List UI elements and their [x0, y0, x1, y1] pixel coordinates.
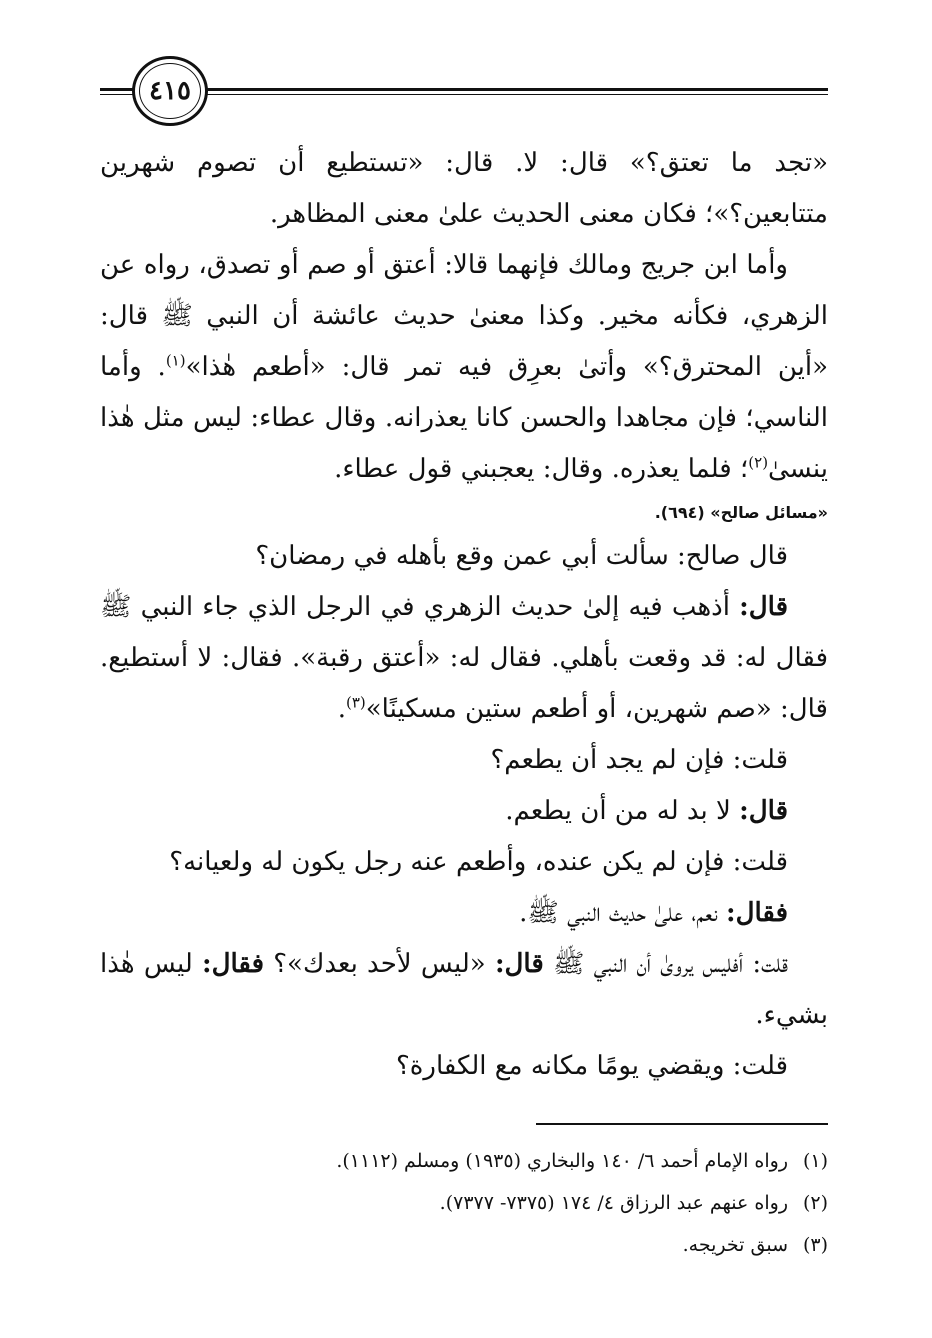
- source-citation: «مسائل صالح» (٦٩٤).: [654, 503, 828, 522]
- qa-question-4: قلت: أفليس يروىٰ أن النبي ﷺ قال: «ليس لأحد بعدك»؟ فقال: ليس هٰذا بشيء.: [100, 949, 828, 1030]
- qa-answer-2: قال: لا بد له من أن يطعم.: [505, 796, 788, 826]
- footnote-2: (٢)رواه عنهم عبد الرزاق ٤/ ١٧٤ (٧٣٧٥- ٧٣٧٧).: [439, 1192, 828, 1214]
- header-rule: [100, 88, 828, 91]
- qa-question-3: قلت: فإن لم يكن عنده، وأطعم عنه رجل يكون له ولعيانه؟: [169, 847, 788, 877]
- qa-intro: قال صالح: سألت أبي عمن وقع بأهله في رمضان؟: [255, 541, 788, 571]
- footnote-1: (١)رواه الإمام أحمد ٦/ ١٤٠ والبخاري (١٩٣٥) ومسلم (١١١٢).: [336, 1150, 828, 1172]
- page-header: [100, 52, 828, 130]
- footnote-3: (٣)سبق تخريجه.: [682, 1234, 828, 1256]
- header-rule-thin: [100, 94, 828, 95]
- page-number: ٤١٥: [149, 76, 191, 106]
- footnotes: [100, 1140, 828, 1266]
- footnote-ref-1[interactable]: (١): [165, 351, 186, 370]
- qa-answer-3: فقال: نعم، علىٰ حديث النبي ﷺ.: [519, 898, 788, 928]
- footnote-ref-2[interactable]: (٢): [748, 453, 769, 472]
- qa-question-2: قلت: فإن لم يجد أن يطعم؟: [490, 745, 788, 775]
- qa-answer-1: قال: أذهب فيه إلىٰ حديث الزهري في الرجل الذي جاء النبي ﷺ فقال له: قد وقعت بأهلي. فقال له: «أعتق رقبة». فقال: لا أستطيع. قال: «صم شهرين، أو أطعم ستين مسكينًا»$^{(٣)}$.: [100, 592, 828, 724]
- paragraph-2: وأما ابن جريج ومالك فإنهما قالا: أعتق أو صم أو تصدق، رواه عن الزهري، فكأنه مخير. وكذا معنىٰ حديث عائشة أن النبي ﷺ قال: «أين المحترق؟» وأتىٰ بعرِق فيه تمر قال: «أطعم هٰذا»$^{(١)}$. وأما الناسي؛ فإن مجاهدا والحسن كانا يعذرانه. وقال عطاء: ليس مثل هٰذا ينسىٰ$^{(٢)}$؛ فلما يعذره. وقال: يعجبني قول عطاء.: [100, 250, 828, 484]
- footnote-ref-3[interactable]: (٣): [345, 693, 366, 712]
- main-text: [100, 138, 828, 1092]
- footnote-separator: [536, 1123, 828, 1125]
- paragraph-1: «تجد ما تعتق؟» قال: لا. قال: «تستطيع أن تصوم شهرين متتابعين؟»؛ فكان معنى الحديث علىٰ معنى المظاهر.: [100, 148, 828, 229]
- page-number-badge: [132, 56, 208, 126]
- qa-question-5: قلت: ويقضي يومًا مكانه مع الكفارة؟: [395, 1051, 788, 1081]
